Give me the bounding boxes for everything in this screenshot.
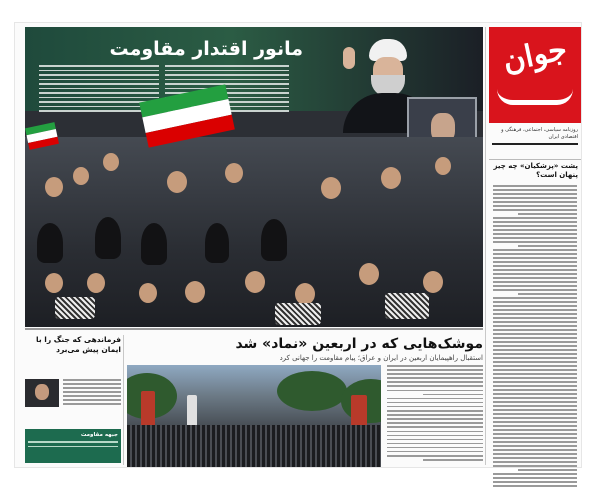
lower-photo xyxy=(127,365,381,467)
side-article-title: پشت «پزشکیان» چه چیز پنهان است؟ xyxy=(493,162,578,179)
masthead-logo xyxy=(489,27,581,123)
masthead-kicker: روزنامه سیاسی، اجتماعی، فرهنگی و اقتصادی ایران xyxy=(501,127,578,140)
lower-subhead: استقبال راهپیمایان اربعین در ایران و عراق؛ پیام مقاومت را جهانی کرد xyxy=(279,354,483,362)
left-column xyxy=(25,335,121,467)
marchers-crowd xyxy=(127,425,381,467)
hero-caption xyxy=(25,328,483,334)
left-article-body xyxy=(63,379,121,407)
newspaper-front-page xyxy=(14,22,582,468)
masthead-rule xyxy=(492,143,578,145)
lower-article-body xyxy=(387,365,483,467)
left-divider xyxy=(123,335,124,465)
hero-headline: مانور اقتدار مقاومت xyxy=(109,38,303,60)
logo-swoosh-icon xyxy=(497,89,573,105)
left-headline: فرماندهی که جنگ را با ایمان پیش می‌برد xyxy=(36,335,121,354)
column-divider xyxy=(485,27,486,465)
left-promo-box xyxy=(25,429,121,463)
side-column xyxy=(489,159,581,465)
left-thumbnail xyxy=(25,379,59,407)
hero-photo xyxy=(25,27,483,327)
lower-headline: موشک‌هایی که در اربعین «نماد» شد xyxy=(235,336,483,352)
masthead-info xyxy=(489,125,581,159)
logo-text: جوان xyxy=(499,31,571,80)
side-article-body xyxy=(489,182,581,492)
left-box-title: جبهه مقاومت xyxy=(80,432,118,438)
